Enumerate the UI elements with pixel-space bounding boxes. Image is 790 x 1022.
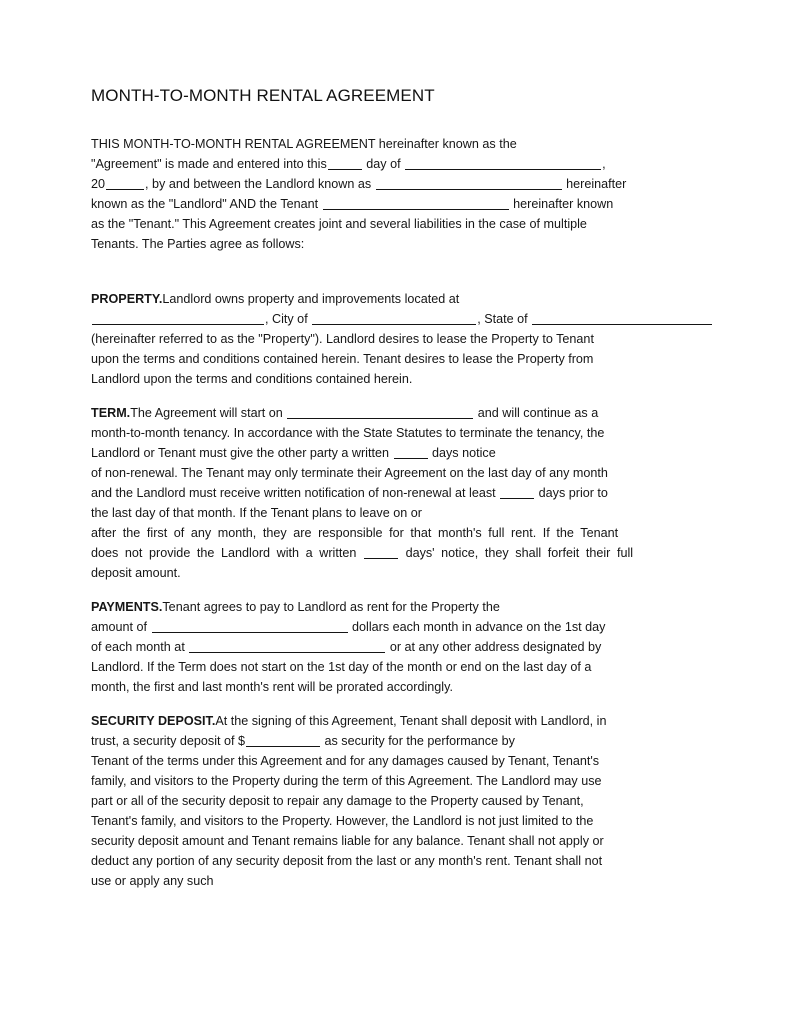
intro-line-2 xyxy=(91,154,687,174)
payments-line-4 xyxy=(91,657,687,677)
intro-text-3: day of xyxy=(366,157,401,171)
term-text-3: month-to-month tenancy. In accordance with the State Statutes to terminate the tenancy, the xyxy=(91,426,605,440)
security-text-10: use or apply any such xyxy=(91,874,214,888)
term-line-6 xyxy=(91,503,687,523)
payments-line-1 xyxy=(91,597,687,617)
intro-text-6: , by and between the Landlord known as xyxy=(145,177,372,191)
security-text-6: part or all of the security deposit to repair any damage to the Property caused by Tenant, xyxy=(91,794,584,808)
term-line-9 xyxy=(91,563,687,583)
payments-text-5: or at any other address designated by xyxy=(389,640,602,654)
term-text-12: days' notice, they shall forfeit their full xyxy=(405,546,634,560)
property-text-2: , City of xyxy=(265,312,308,326)
term-line-7 xyxy=(91,523,687,543)
notice-days-blank-field[interactable] xyxy=(394,447,428,459)
term-text-13: deposit amount. xyxy=(91,566,181,580)
section-term xyxy=(91,403,687,583)
section-heading-payments: PAYMENTS. xyxy=(91,600,163,614)
intro-text-4: , xyxy=(602,157,606,171)
payment-address-blank-field[interactable] xyxy=(189,641,385,653)
tenant-name-blank-field[interactable] xyxy=(323,198,509,210)
intro-line-3 xyxy=(91,174,687,194)
security-line-1 xyxy=(91,711,687,731)
landlord-name-blank-field[interactable] xyxy=(376,178,562,190)
payments-text-3: dollars each month in advance on the 1st day xyxy=(352,620,606,634)
security-text-1: At the signing of this Agreement, Tenant shall deposit with Landlord, in xyxy=(215,714,607,728)
start-date-blank-field[interactable] xyxy=(287,407,473,419)
term-line-4 xyxy=(91,463,687,483)
security-text-4: Tenant of the terms under this Agreement and for any damages caused by Tenant, Tenant's xyxy=(91,754,600,768)
term-text-9: the last day of that month. If the Tenant plans to leave on or xyxy=(91,506,422,520)
intro-text-10: as the "Tenant." This Agreement creates joint and several liabilities in the case of multiple xyxy=(91,217,587,231)
security-text-7: Tenant's family, and visitors to the Property. However, the Landlord is not just limited to the xyxy=(91,814,594,828)
term-text-8: days prior to xyxy=(538,486,608,500)
term-text-4: Landlord or Tenant must give the other party a written xyxy=(91,446,389,460)
intro-paragraph xyxy=(91,134,687,254)
nonrenewal-days-blank-field[interactable] xyxy=(500,487,534,499)
document-body xyxy=(91,134,687,891)
term-text-10: after the first of any month, they are responsible for that month's full rent. If the Tenant xyxy=(91,526,619,540)
security-text-8: security deposit amount and Tenant remains liable for any balance. Tenant shall not apply or xyxy=(91,834,604,848)
intro-text-7: hereinafter xyxy=(566,177,627,191)
security-line-7 xyxy=(91,831,687,851)
security-line-9 xyxy=(91,871,687,891)
section-heading-property: PROPERTY. xyxy=(91,292,163,306)
day-blank-field[interactable] xyxy=(328,158,362,170)
property-line-5 xyxy=(91,369,687,389)
section-security-deposit xyxy=(91,711,687,891)
security-line-3 xyxy=(91,751,687,771)
year-blank-field[interactable] xyxy=(106,178,144,190)
state-blank-field[interactable] xyxy=(532,313,712,325)
section-spacer xyxy=(91,697,687,711)
property-text-4: (hereinafter referred to as the "Property"). Landlord desires to lease the Property to Tenant xyxy=(91,332,594,346)
property-line-2 xyxy=(91,309,687,329)
intro-text-5: 20 xyxy=(91,177,106,191)
month-blank-field[interactable] xyxy=(405,158,601,170)
security-line-5 xyxy=(91,791,687,811)
section-spacer xyxy=(91,583,687,597)
section-spacer xyxy=(91,254,687,289)
payments-line-3 xyxy=(91,637,687,657)
security-text-9: deduct any portion of any security deposit from the last or any month's rent. Tenant shall not xyxy=(91,854,603,868)
city-blank-field[interactable] xyxy=(312,313,476,325)
intro-text-1: THIS MONTH-TO-MONTH RENTAL AGREEMENT hereinafter known as the xyxy=(91,137,517,151)
payments-line-2 xyxy=(91,617,687,637)
term-text-1: The Agreement will start on xyxy=(130,406,283,420)
security-text-3: as security for the performance by xyxy=(324,734,515,748)
term-line-3 xyxy=(91,443,687,463)
security-text-5: family, and visitors to the Property during the term of this Agreement. The Landlord may use xyxy=(91,774,602,788)
intro-line-1 xyxy=(91,134,687,154)
intro-line-5 xyxy=(91,214,687,234)
intro-line-6 xyxy=(91,234,687,254)
term-line-2 xyxy=(91,423,687,443)
property-text-1: Landlord owns property and improvements located at xyxy=(162,292,460,306)
intro-text-8: known as the "Landlord" AND the Tenant xyxy=(91,197,319,211)
term-text-11: does not provide the Landlord with a written xyxy=(91,546,357,560)
term-text-6: of non-renewal. The Tenant may only terminate their Agreement on the last day of any month xyxy=(91,466,608,480)
security-line-2 xyxy=(91,731,687,751)
rent-amount-blank-field[interactable] xyxy=(152,621,348,633)
intro-line-4 xyxy=(91,194,687,214)
property-line-3 xyxy=(91,329,687,349)
payments-line-5 xyxy=(91,677,687,697)
section-heading-term: TERM. xyxy=(91,406,131,420)
page-title: MONTH-TO-MONTH RENTAL AGREEMENT xyxy=(91,86,435,105)
security-line-8 xyxy=(91,851,687,871)
intro-text-9: hereinafter known xyxy=(513,197,614,211)
property-line-4 xyxy=(91,349,687,369)
address-blank-field[interactable] xyxy=(92,313,264,325)
section-heading-security-deposit: SECURITY DEPOSIT. xyxy=(91,714,216,728)
property-line-1 xyxy=(91,289,687,309)
term-text-2: and will continue as a xyxy=(477,406,599,420)
payments-text-2: amount of xyxy=(91,620,148,634)
term-text-7: and the Landlord must receive written notification of non-renewal at least xyxy=(91,486,496,500)
payments-text-7: month, the first and last month's rent will be prorated accordingly. xyxy=(91,680,453,694)
term-line-5 xyxy=(91,483,687,503)
deposit-amount-blank-field[interactable] xyxy=(246,735,320,747)
term-text-5: days notice xyxy=(432,446,496,460)
intro-text-2: "Agreement" is made and entered into this xyxy=(91,157,327,171)
payments-text-1: Tenant agrees to pay to Landlord as rent for the Property the xyxy=(162,600,500,614)
intro-text-11: Tenants. The Parties agree as follows: xyxy=(91,237,305,251)
security-text-2: trust, a security deposit of $ xyxy=(91,734,245,748)
section-property xyxy=(91,289,687,389)
security-line-6 xyxy=(91,811,687,831)
property-text-6: Landlord upon the terms and conditions contained herein. xyxy=(91,372,413,386)
section-payments xyxy=(91,597,687,697)
property-text-3: , State of xyxy=(477,312,528,326)
term-line-8 xyxy=(91,543,687,563)
payments-text-4: of each month at xyxy=(91,640,185,654)
property-text-5: upon the terms and conditions contained herein. Tenant desires to lease the Property from xyxy=(91,352,594,366)
payments-text-6: Landlord. If the Term does not start on the 1st day of the month or end on the last day of a xyxy=(91,660,592,674)
security-line-4 xyxy=(91,771,687,791)
written-notice-days-blank-field[interactable] xyxy=(364,547,398,559)
section-spacer xyxy=(91,389,687,403)
term-line-1 xyxy=(91,403,687,423)
